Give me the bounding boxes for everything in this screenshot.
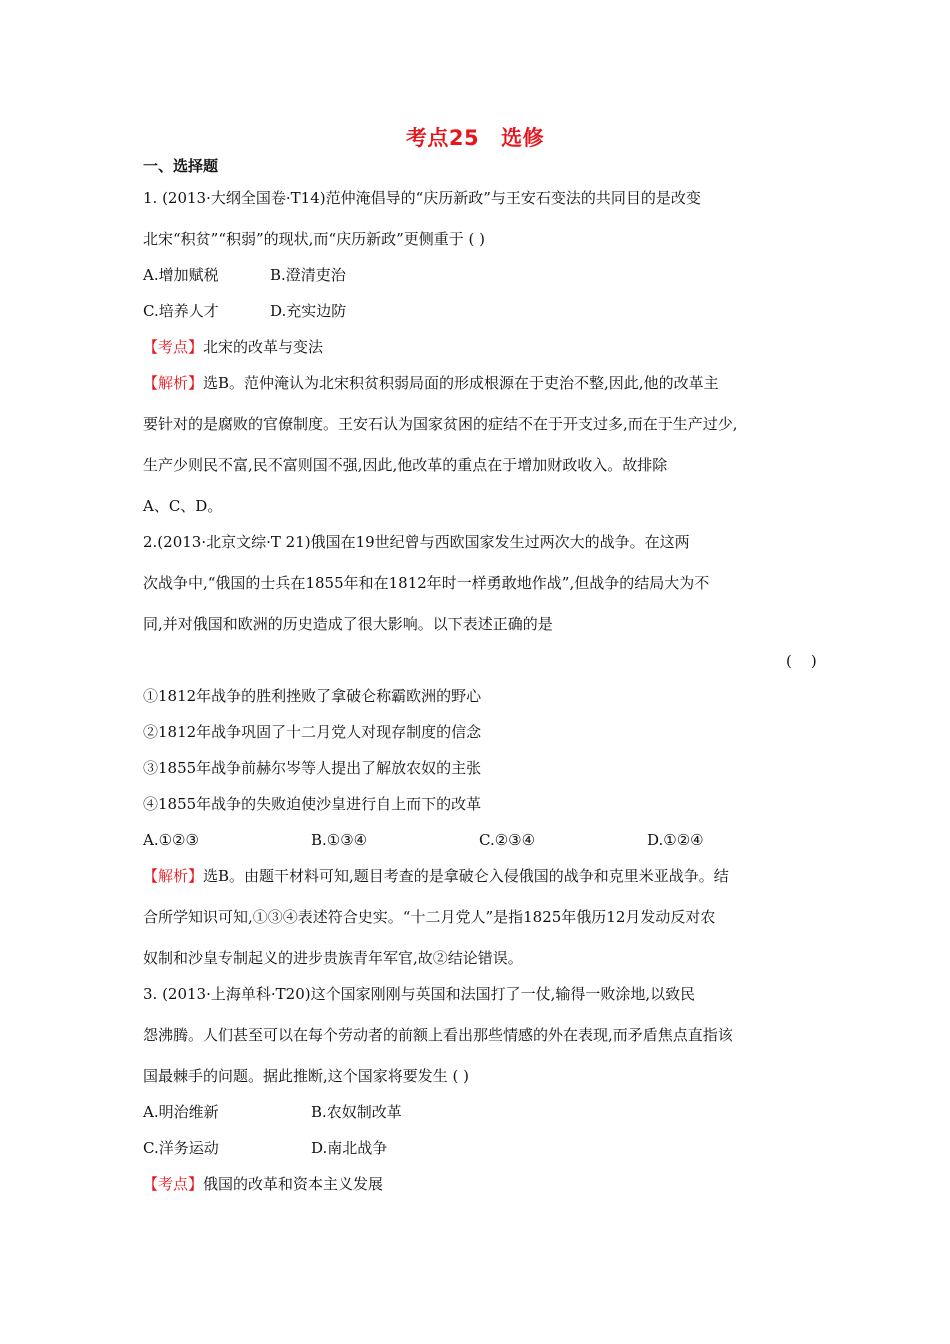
page-title (0, 122, 950, 152)
q3-option-d: D.南北战争 (311, 1139, 388, 1157)
q2-statement-4: ④1855年战争的失败迫使沙皇进行自上而下的改革 (143, 795, 482, 813)
q2-statement-2: ②1812年战争巩固了十二月党人对现存制度的信念 (143, 723, 482, 741)
q2-statement-1: ①1812年战争的胜利挫败了拿破仑称霸欧洲的野心 (143, 687, 482, 705)
q2-option-c: C.②③④ (479, 831, 536, 849)
q2-jiexi-line-2: 合所学知识可知,①③④表述符合史实。“十二月党人”是指1825年俄历12月发动反对农 (143, 908, 716, 926)
q2-jiexi-tag: 【解析】 (143, 867, 204, 885)
q3-option-b: B.农奴制改革 (311, 1103, 402, 1121)
q3-options-row-2 (143, 1138, 815, 1158)
q2-jiexi-line-3: 奴制和沙皇专制起义的进步贵族青年军官,故②结论错误。 (143, 949, 523, 967)
title-main: 考点25 (405, 126, 480, 150)
q2-stem-line-3: 同,并对俄国和欧洲的历史造成了很大影响。以下表述正确的是 (143, 615, 553, 633)
q1-jiexi-line-2: 要针对的是腐败的官僚制度。王安石认为国家贫困的症结不在于开支过多,而在于生产过少, (143, 415, 738, 433)
q2-statement-3: ③1855年战争前赫尔岑等人提出了解放农奴的主张 (143, 759, 482, 777)
q2-option-b: B.①③④ (311, 831, 368, 849)
q2-stem-line-1: 2.(2013·北京文综·T 21)俄国在19世纪曾与西欧国家发生过两次大的战争。在这两 (143, 533, 690, 551)
title-sub: 选修 (501, 126, 545, 150)
q2-jiexi-text-1: 选B。由题干材料可知,题目考查的是拿破仑入侵俄国的战争和克里米亚战争。结 (203, 867, 729, 885)
q2-answer-paren: ( ) (786, 652, 817, 670)
section-heading: 一、选择题 (143, 157, 219, 175)
q2-jiexi-line-1 (143, 866, 815, 886)
q3-kaodian (143, 1174, 815, 1194)
q1-options-row-1 (143, 265, 815, 285)
q3-stem-line-2: 怨沸腾。人们甚至可以在每个劳动者的前额上看出那些情感的外在表现,而矛盾焦点直指该 (143, 1026, 733, 1044)
q1-jiexi-line-4: A、C、D。 (143, 497, 223, 515)
q3-stem-line-1: 3. (2013·上海单科·T20)这个国家刚刚与英国和法国打了一仗,输得一败涂地,以致民 (143, 985, 696, 1003)
q1-kaodian-tag: 【考点】 (143, 338, 204, 356)
q1-options-row-2 (143, 301, 815, 321)
q1-option-b: B.澄清吏治 (270, 266, 346, 284)
q1-stem-line-1: 1. (2013·大纲全国卷·T14)范仲淹倡导的“庆历新政”与王安石变法的共同目的是改变 (143, 189, 701, 207)
q2-option-d: D.①②④ (647, 831, 704, 849)
q2-options-row (143, 830, 815, 850)
q3-option-a: A.明治维新 (143, 1103, 219, 1121)
q3-option-c: C.洋务运动 (143, 1139, 219, 1157)
q1-option-c: C.培养人才 (143, 302, 219, 320)
q1-kaodian-text: 北宋的改革与变法 (203, 338, 324, 356)
q1-jiexi-line-1 (143, 373, 815, 393)
q3-stem-line-3: 国最棘手的问题。据此推断,这个国家将要发生 ( ) (143, 1067, 470, 1085)
q1-option-a: A.增加赋税 (143, 266, 219, 284)
q1-jiexi-line-3: 生产少则民不富,民不富则国不强,因此,他改革的重点在于增加财政收入。故排除 (143, 456, 668, 474)
q2-option-a: A.①②③ (143, 831, 199, 849)
q3-kaodian-text: 俄国的改革和资本主义发展 (203, 1175, 384, 1193)
q3-options-row-1 (143, 1102, 815, 1122)
q2-stem-line-2: 次战争中,“俄国的士兵在1855年和在1812年时一样勇敢地作战”,但战争的结局大为不 (143, 574, 710, 592)
q3-kaodian-tag: 【考点】 (143, 1175, 204, 1193)
q1-stem-line-2: 北宋“积贫”“积弱”的现状,而“庆历新政”更侧重于 ( ) (143, 230, 486, 248)
q1-jiexi-text-1: 选B。范仲淹认为北宋积贫积弱局面的形成根源在于吏治不整,因此,他的改革主 (203, 374, 719, 392)
q1-option-d: D.充实边防 (270, 302, 347, 320)
q1-jiexi-tag: 【解析】 (143, 374, 204, 392)
q1-kaodian (143, 337, 815, 357)
